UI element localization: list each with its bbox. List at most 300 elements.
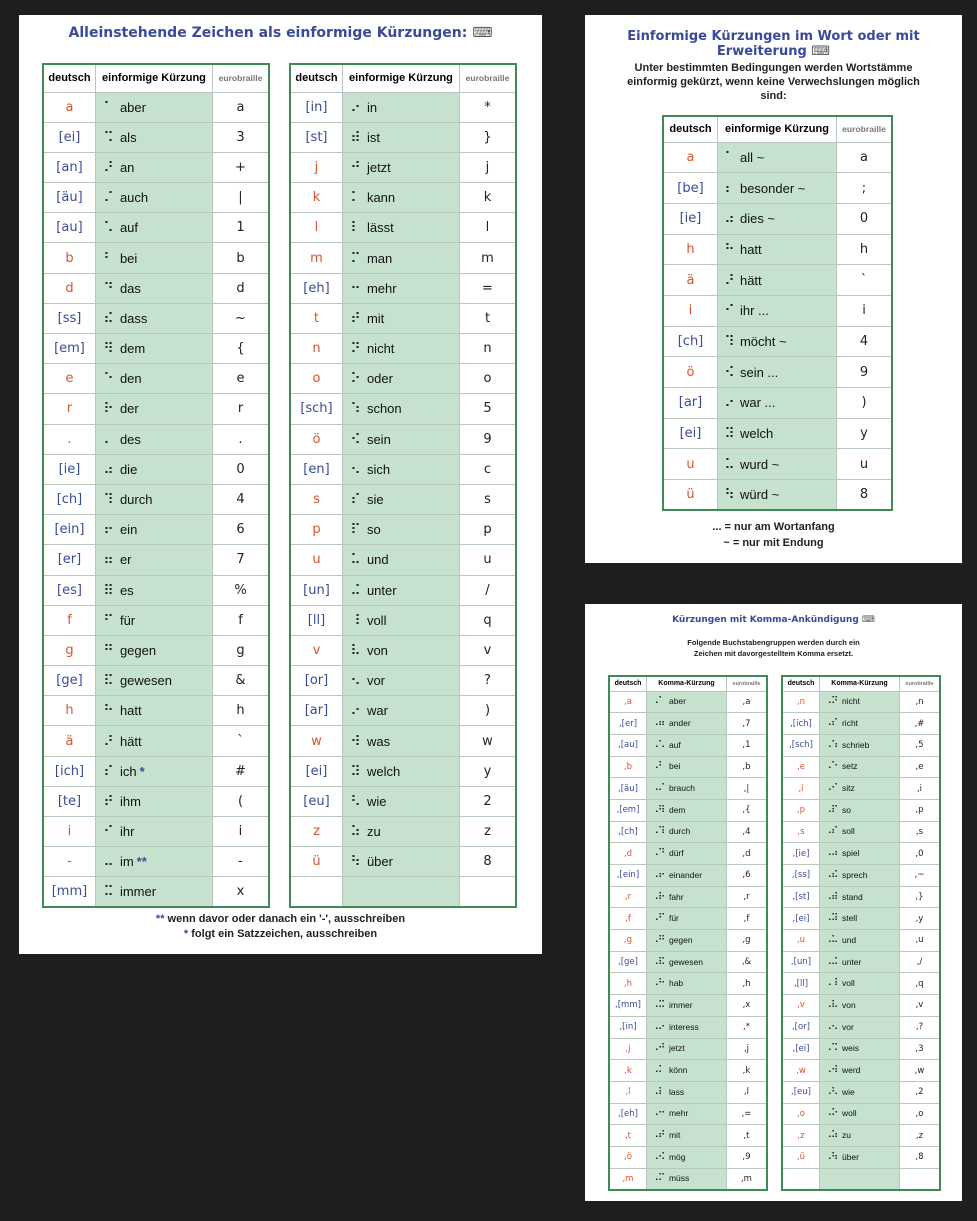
- contraction-word: und: [841, 934, 857, 945]
- braille-cell: ⠞: [350, 309, 360, 326]
- table-row: [290, 454, 516, 484]
- header-kuerzung: Komma-Kürzung: [819, 676, 899, 691]
- braille-cell: ⠸: [350, 611, 360, 628]
- cell-deutsch: v: [290, 635, 342, 665]
- cell-deutsch: ,[ie]: [782, 843, 819, 865]
- contraction-word: richt: [841, 718, 859, 729]
- cell-kuerzung: [646, 799, 726, 821]
- cell-deutsch: [ei]: [290, 756, 342, 786]
- cell-eurobraille: ,{: [726, 799, 767, 821]
- table-row: [663, 173, 892, 204]
- cell-deutsch: ,[ei]: [782, 1038, 819, 1060]
- contraction-word: weis: [841, 1043, 859, 1054]
- braille-cell: ⠠⠗: [651, 891, 665, 903]
- cell-eurobraille: 1: [212, 213, 269, 243]
- cell-eurobraille: g: [212, 635, 269, 665]
- cell-deutsch: m: [290, 243, 342, 273]
- braille-cell: ⠪: [724, 363, 734, 380]
- braille-cell: ⠁: [103, 98, 113, 115]
- cell-deutsch: ,s: [782, 821, 819, 843]
- cell-kuerzung: [717, 357, 836, 388]
- table-row: [290, 183, 516, 213]
- cell-eurobraille: ,d: [726, 843, 767, 865]
- braille-cell: ⠔: [350, 98, 360, 115]
- braille-cell: ⠠⠴: [824, 848, 838, 860]
- braille-cell: ⠠⠺: [824, 1065, 838, 1077]
- cell-deutsch: ,j: [609, 1038, 646, 1060]
- cell-deutsch: [ar]: [663, 388, 717, 419]
- cell-eurobraille: ?: [459, 666, 516, 696]
- table-row: [290, 635, 516, 665]
- legend-tilde: ~ = nur mit Endung: [723, 537, 824, 549]
- table-row: [43, 273, 269, 303]
- cell-kuerzung: [646, 1016, 726, 1038]
- cell-eurobraille: ,y: [899, 908, 940, 930]
- cell-kuerzung: [819, 1060, 899, 1082]
- card3-subtitle-2: Zeichen mit davorgestelltem Komma ersetzt.: [693, 649, 854, 658]
- cell-deutsch: ,u: [782, 930, 819, 952]
- header-kuerzung: einformige Kürzung: [342, 64, 459, 92]
- cell-deutsch: r: [43, 394, 95, 424]
- braille-cell: ⠠⠬: [824, 956, 838, 968]
- cell-eurobraille: ;: [837, 173, 893, 204]
- cell-deutsch: [eh]: [290, 273, 342, 303]
- cell-eurobraille: ,m: [726, 1168, 767, 1190]
- cell-kuerzung: [819, 1081, 899, 1103]
- table-row: [663, 357, 892, 388]
- braille-cell: ⠠⠾: [824, 891, 838, 903]
- table-row: [609, 691, 767, 713]
- cell-deutsch: [en]: [290, 454, 342, 484]
- braille-keyboard-icon: ⌨: [472, 25, 493, 41]
- cell-kuerzung: [819, 951, 899, 973]
- cell-deutsch: ,d: [609, 843, 646, 865]
- cell-kuerzung: [342, 183, 459, 213]
- cell-deutsch: ,t: [609, 1125, 646, 1147]
- table-row: [782, 930, 940, 952]
- cell-kuerzung: [95, 515, 212, 545]
- cell-kuerzung: [342, 877, 459, 907]
- legend-ellipsis: ... = nur am Wortanfang: [712, 521, 835, 533]
- cell-eurobraille: -: [212, 847, 269, 877]
- table-row: [782, 886, 940, 908]
- contraction-word: von: [366, 642, 388, 658]
- cell-eurobraille: d: [212, 273, 269, 303]
- braille-cell: ⠠⠛: [651, 934, 665, 946]
- cell-kuerzung: [819, 821, 899, 843]
- cell-kuerzung: [342, 243, 459, 273]
- table-row: [609, 778, 767, 800]
- cell-eurobraille: w: [459, 726, 516, 756]
- cell-kuerzung: [819, 756, 899, 778]
- braille-cell: ⠻: [103, 340, 113, 357]
- cell-kuerzung: [646, 1060, 726, 1082]
- cell-deutsch: [290, 877, 342, 907]
- cell-kuerzung: [819, 930, 899, 952]
- contraction-word: zu: [366, 824, 381, 840]
- contraction-word: das: [119, 280, 141, 296]
- contraction-word: über: [366, 854, 393, 870]
- contraction-word: durch: [119, 492, 153, 508]
- cell-deutsch: -: [43, 847, 95, 877]
- cell-eurobraille: 3: [212, 122, 269, 152]
- table-row: [290, 243, 516, 273]
- cell-deutsch: [em]: [43, 334, 95, 364]
- footnote-1: ** wenn davor oder danach ein '-', ausschreiben: [155, 913, 406, 925]
- cell-eurobraille: ,4: [726, 821, 767, 843]
- cell-deutsch: ,[sch]: [782, 734, 819, 756]
- cell-eurobraille: ,~: [899, 865, 940, 887]
- braille-cell: ⠮: [103, 309, 113, 326]
- contraction-word: kann: [366, 190, 396, 206]
- cell-deutsch: ,h: [609, 973, 646, 995]
- braille-cell: ⠠⠝: [824, 696, 838, 708]
- cell-eurobraille: ,&: [726, 951, 767, 973]
- cell-eurobraille: ,g: [726, 930, 767, 952]
- table-row: [290, 696, 516, 726]
- cell-kuerzung: [646, 778, 726, 800]
- cell-eurobraille: 8: [459, 847, 516, 877]
- cell-kuerzung: [342, 575, 459, 605]
- cell-kuerzung: [95, 786, 212, 816]
- card-standalone-contractions: [19, 15, 542, 954]
- contraction-word: dürf: [668, 848, 684, 859]
- cell-deutsch: [ar]: [290, 696, 342, 726]
- braille-cell: ⠏: [350, 521, 360, 538]
- braille-cell: ⠹: [724, 332, 734, 349]
- braille-cell: ⠠⠥: [824, 934, 838, 946]
- cell-kuerzung: [819, 1168, 899, 1190]
- cell-deutsch: ,[or]: [782, 1016, 819, 1038]
- braille-cell: ⠜: [724, 271, 734, 288]
- cell-deutsch: .: [43, 424, 95, 454]
- braille-cell: ⠓: [724, 240, 734, 257]
- contraction-word: aber: [668, 696, 686, 707]
- cell-deutsch: [be]: [663, 173, 717, 204]
- braille-keyboard-icon: ⌨: [811, 44, 831, 59]
- table-row: [43, 152, 269, 182]
- cell-kuerzung: [342, 273, 459, 303]
- cell-eurobraille: (: [212, 786, 269, 816]
- header-deutsch: deutsch: [43, 64, 95, 92]
- contraction-word: für: [119, 612, 136, 628]
- cell-deutsch: b: [43, 243, 95, 273]
- cell-kuerzung: [646, 973, 726, 995]
- cell-eurobraille: ,s: [899, 821, 940, 843]
- cell-deutsch: ,g: [609, 930, 646, 952]
- cell-deutsch: [ie]: [663, 203, 717, 234]
- cell-deutsch: ,[em]: [609, 799, 646, 821]
- contraction-word: über: [841, 1151, 859, 1162]
- cell-kuerzung: [95, 183, 212, 213]
- cell-deutsch: ,z: [782, 1125, 819, 1147]
- cell-eurobraille: ,3: [899, 1038, 940, 1060]
- cell-eurobraille: ,}: [899, 886, 940, 908]
- braille-cell: ⠃: [103, 249, 113, 266]
- cell-kuerzung: [95, 394, 212, 424]
- contraction-word: vor: [366, 673, 386, 689]
- table-row: [43, 424, 269, 454]
- cell-eurobraille: ,o: [899, 1103, 940, 1125]
- cell-kuerzung: [342, 605, 459, 635]
- cell-deutsch: [te]: [43, 786, 95, 816]
- cell-kuerzung: [819, 1146, 899, 1168]
- table-row: [609, 1168, 767, 1190]
- cell-deutsch: ,ü: [782, 1146, 819, 1168]
- header-eurobraille: eurobraille: [212, 64, 269, 92]
- cell-eurobraille: j: [459, 152, 516, 182]
- cell-eurobraille: u: [459, 545, 516, 575]
- cell-eurobraille: 9: [837, 357, 893, 388]
- braille-cell: ⠠⠵: [824, 1130, 838, 1142]
- table-row: [43, 454, 269, 484]
- cell-deutsch: [eu]: [290, 786, 342, 816]
- braille-cell: ⠺: [350, 732, 360, 749]
- table-row: [43, 394, 269, 424]
- cell-eurobraille: ,6: [726, 865, 767, 887]
- table-row: [663, 480, 892, 511]
- cell-eurobraille: ~: [212, 303, 269, 333]
- cell-deutsch: [or]: [290, 666, 342, 696]
- cell-deutsch: ,[er]: [609, 713, 646, 735]
- cell-eurobraille: /: [459, 575, 516, 605]
- cell-eurobraille: h: [837, 234, 893, 265]
- contraction-word: sich: [366, 461, 391, 477]
- braille-cell: ⠣: [350, 792, 360, 809]
- contraction-word: sein ...: [739, 364, 779, 380]
- cell-deutsch: [ll]: [290, 605, 342, 635]
- table-row: [290, 545, 516, 575]
- table-row: [609, 1146, 767, 1168]
- table-row: [43, 243, 269, 273]
- braille-cell: ⠕: [350, 370, 360, 387]
- cell-kuerzung: [342, 786, 459, 816]
- cell-eurobraille: y: [459, 756, 516, 786]
- cell-deutsch: ,p: [782, 799, 819, 821]
- contraction-word: so: [841, 804, 851, 815]
- cell-deutsch: [ein]: [43, 515, 95, 545]
- table-row: [43, 877, 269, 907]
- table-row: [609, 843, 767, 865]
- card-comma-contractions: [585, 604, 962, 1201]
- braille-cell: ⠇: [350, 219, 360, 236]
- cell-eurobraille: ,p: [899, 799, 940, 821]
- contraction-word: würd ~: [739, 487, 780, 503]
- cell-eurobraille: }: [459, 122, 516, 152]
- table-row: [609, 734, 767, 756]
- braille-cell: ⠯: [103, 672, 113, 689]
- contraction-word: brauch: [668, 783, 695, 794]
- table-row: [290, 394, 516, 424]
- header-kuerzung: einformige Kürzung: [717, 116, 836, 142]
- contraction-word: dem: [119, 341, 146, 357]
- table-row: [609, 886, 767, 908]
- braille-cell: ⠠⠶: [651, 718, 665, 730]
- cell-eurobraille: ,e: [899, 756, 940, 778]
- cell-kuerzung: [819, 908, 899, 930]
- table-row: [43, 817, 269, 847]
- table-row: [663, 142, 892, 173]
- cell-kuerzung: [646, 886, 726, 908]
- contraction-word: im: [119, 854, 134, 870]
- cell-kuerzung: [717, 449, 836, 480]
- cell-eurobraille: =: [459, 273, 516, 303]
- cell-eurobraille: h: [212, 696, 269, 726]
- cell-kuerzung: [717, 480, 836, 511]
- contraction-word: welch: [739, 426, 774, 442]
- contraction-word: gewesen: [668, 956, 703, 967]
- braille-cell: ⠧: [350, 641, 360, 658]
- contraction-word: hab: [668, 978, 684, 989]
- cell-kuerzung: [819, 734, 899, 756]
- cell-kuerzung: [342, 726, 459, 756]
- table-row: [782, 778, 940, 800]
- cell-eurobraille: 0: [212, 454, 269, 484]
- cell-kuerzung: [717, 418, 836, 449]
- braille-cell: ⠽: [350, 762, 360, 779]
- footnote-marker: **: [136, 854, 147, 870]
- contraction-word: hätt: [739, 272, 762, 288]
- cell-kuerzung: [646, 1103, 726, 1125]
- table-row: [43, 183, 269, 213]
- cell-eurobraille: ,q: [899, 973, 940, 995]
- cell-eurobraille: ): [837, 388, 893, 419]
- cell-deutsch: ,v: [782, 995, 819, 1017]
- cell-kuerzung: [646, 951, 726, 973]
- braille-cell: ⠥: [724, 455, 734, 472]
- cell-deutsch: ,e: [782, 756, 819, 778]
- braille-cell: ⠎: [103, 762, 113, 779]
- contraction-word: setz: [841, 761, 858, 772]
- cell-eurobraille: `: [837, 265, 893, 296]
- table-row: [43, 334, 269, 364]
- table-row: [609, 1103, 767, 1125]
- cell-kuerzung: [95, 424, 212, 454]
- table-row: [609, 951, 767, 973]
- cell-eurobraille: ,a: [726, 691, 767, 713]
- braille-cell: ⠜: [103, 732, 113, 749]
- cell-kuerzung: [717, 388, 836, 419]
- table-row: [43, 484, 269, 514]
- header-eurobraille: eurobraille: [459, 64, 516, 92]
- contraction-word: man: [366, 250, 393, 266]
- contraction-word: des: [119, 431, 141, 447]
- braille-cell: ⠓: [103, 702, 113, 719]
- contraction-word: was: [366, 733, 391, 749]
- contraction-word: zu: [841, 1130, 851, 1141]
- cell-kuerzung: [646, 734, 726, 756]
- contraction-word: woll: [841, 1108, 857, 1119]
- braille-cell: ⠠⠯: [651, 956, 665, 968]
- braille-cell: ⠚: [350, 158, 360, 175]
- cell-eurobraille: ,j: [726, 1038, 767, 1060]
- table-row: [663, 449, 892, 480]
- cell-eurobraille: ,v: [899, 995, 940, 1017]
- contraction-word: mit: [366, 310, 385, 326]
- comma-table-left: [608, 675, 768, 1191]
- table-row: [43, 122, 269, 152]
- cell-deutsch: t: [290, 303, 342, 333]
- cell-eurobraille: f: [212, 605, 269, 635]
- cell-eurobraille: x: [212, 877, 269, 907]
- table-row: [663, 295, 892, 326]
- header-eurobraille: eurobraille: [899, 676, 940, 691]
- contraction-word: jetzt: [668, 1043, 685, 1054]
- cell-deutsch: l: [290, 213, 342, 243]
- contraction-word: war ...: [739, 395, 776, 411]
- table-row: [609, 1125, 767, 1147]
- cell-deutsch: u: [290, 545, 342, 575]
- card2-title: Einformige Kürzungen im Wort oder mit Erweiterung ⌨: [627, 29, 920, 59]
- braille-cell: ⠶: [103, 551, 113, 568]
- contraction-word: dies ~: [739, 211, 776, 227]
- cell-kuerzung: [342, 364, 459, 394]
- braille-cell: ⠠⠧: [824, 999, 838, 1011]
- braille-cell: ⠠⠻: [651, 804, 665, 816]
- braille-cell: ⠾: [350, 128, 360, 145]
- contraction-word: jetzt: [366, 159, 391, 175]
- contraction-word: nicht: [366, 341, 395, 357]
- header-kuerzung: Komma-Kürzung: [646, 676, 726, 691]
- contraction-word: schrieb: [841, 739, 870, 750]
- card3-title: Kürzungen mit Komma-Ankündigung ⌨: [672, 615, 875, 625]
- contraction-word: es: [119, 582, 134, 598]
- table-row: [663, 234, 892, 265]
- cell-deutsch: e: [43, 364, 95, 394]
- cell-deutsch: w: [290, 726, 342, 756]
- table-row: [43, 847, 269, 877]
- cell-deutsch: ö: [290, 424, 342, 454]
- cell-eurobraille: 6: [212, 515, 269, 545]
- contraction-word: welch: [366, 763, 401, 779]
- cell-eurobraille: k: [459, 183, 516, 213]
- table-row: [782, 1146, 940, 1168]
- contraction-word: voll: [366, 612, 387, 628]
- contraction-word: mehr: [668, 1108, 689, 1119]
- table-row: [43, 726, 269, 756]
- contraction-word: bei: [119, 250, 138, 266]
- cell-eurobraille: o: [459, 364, 516, 394]
- header-deutsch: deutsch: [609, 676, 646, 691]
- cell-deutsch: ,a: [609, 691, 646, 713]
- contraction-word: ihm: [119, 793, 141, 809]
- contraction-word: vor: [841, 1021, 854, 1032]
- table-row: [663, 265, 892, 296]
- braille-cell: ⠊: [103, 823, 113, 840]
- cell-deutsch: [ss]: [43, 303, 95, 333]
- contraction-word: so: [366, 522, 381, 538]
- cell-eurobraille: u: [837, 449, 893, 480]
- cell-eurobraille: ,u: [899, 930, 940, 952]
- braille-cell: ⠙: [103, 279, 113, 296]
- braille-cell: ⠠⠽: [824, 913, 838, 925]
- cell-kuerzung: [819, 1038, 899, 1060]
- contraction-word: mit: [668, 1130, 681, 1141]
- cell-eurobraille: 7: [212, 545, 269, 575]
- cell-deutsch: ,r: [609, 886, 646, 908]
- contraction-word: all ~: [739, 149, 765, 165]
- braille-cell: ⠬: [350, 581, 360, 598]
- braille-cell: ⠠⠌: [651, 783, 665, 795]
- cell-kuerzung: [819, 865, 899, 887]
- cell-kuerzung: [342, 424, 459, 454]
- contraction-word: gegen: [668, 934, 693, 945]
- cell-deutsch: ,[äu]: [609, 778, 646, 800]
- table-row: [290, 303, 516, 333]
- cell-kuerzung: [717, 265, 836, 296]
- cell-eurobraille: q: [459, 605, 516, 635]
- braille-cell: ⠞: [103, 792, 113, 809]
